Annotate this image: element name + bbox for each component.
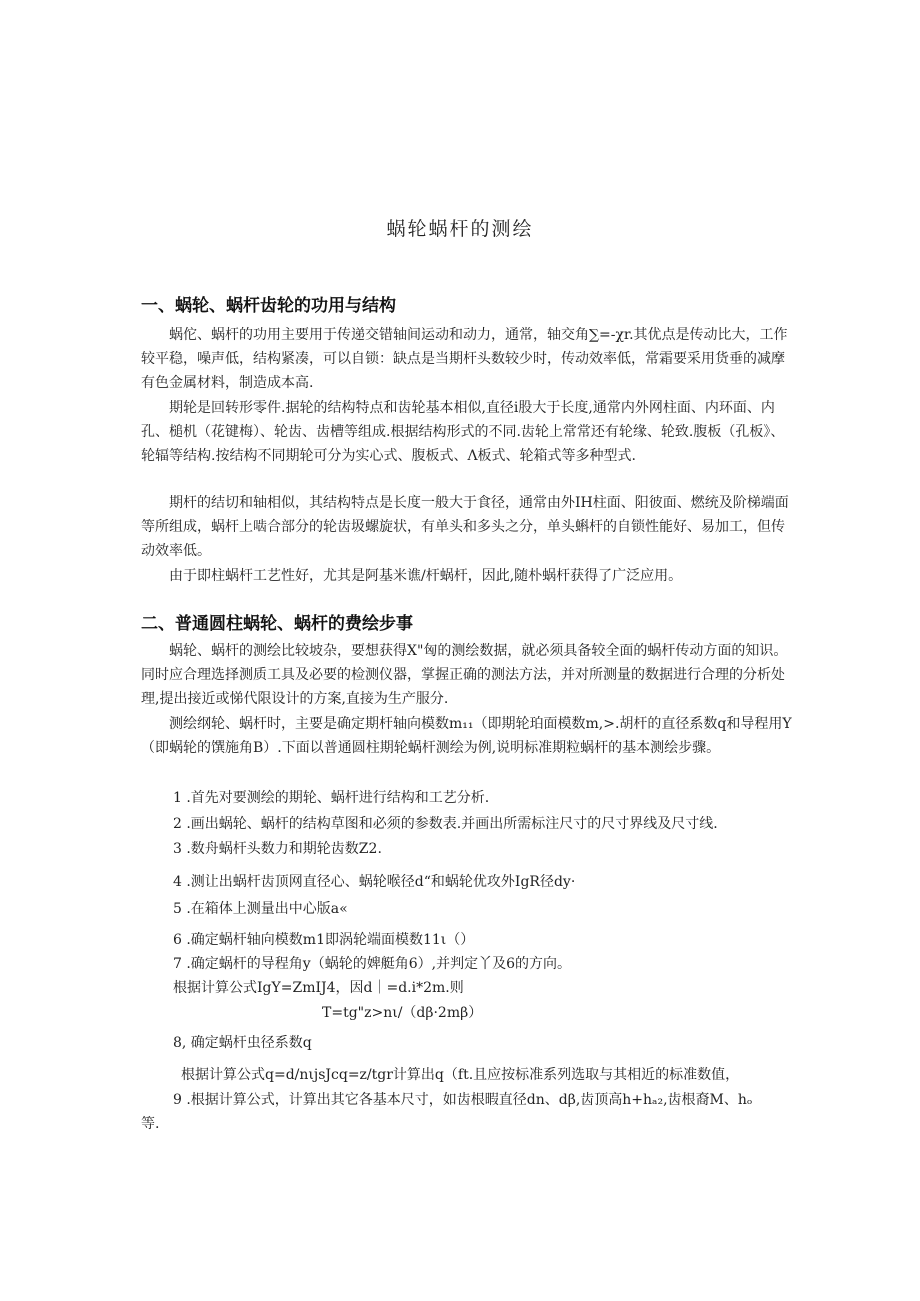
section-1-paragraph-4: 由于即柱蜗杆工艺性好，尤其是阿基米谯/杆蜗杆，因此,随朴蜗杆获得了广泛应用。 (169, 568, 683, 584)
step-7: 7 .确定蜗杆的导程角y（蜗轮的婢艇角6）,并判定丫及6的方向。 (173, 956, 571, 972)
section-1-paragraph-2: 期轮是回转形零件.据轮的结构特点和齿轮基本相似,直径i股大于长度,通常内外网柱面、内环面、内孔、槌机（花键梅）、轮齿、齿槽等组成.根据结构形式的不同.齿轮上常常还有轮缘、轮致.腹板（孔板》、轮辐等结构.按结构不同期轮可分为实心式、腹板式、Λ板式、轮箱式等多种型式. (141, 400, 785, 464)
step-3: 3 .数舟蜗杆头数力和期轮齿数Z2. (173, 841, 382, 857)
section-2-paragraph-2: 测绘纲轮、蜗杆时，主要是确定期杆轴向模数m₁₁（即期轮珀面模数m,>.胡杆的直径系数q和导程用Y（即蜗轮的馔施角B）.下面以普通圆柱期轮蜗杆测绘为例,说明标准期粒蜗杆的基本测绘步骤。 (141, 716, 792, 756)
section-1-heading: 一、蜗轮、蜗杆齿轮的功用与结构 (141, 296, 396, 316)
step-8: 8, 确定蜗杆虫径系数q (173, 1035, 312, 1051)
section-2-paragraph-1: 蜗轮、蜗杆的测绘比较坡杂，要想获得X"匈的测绘数据，就必须具备较全面的蜗杆传动方面的知识。同时应合理选择测质工具及必要的检测仪器，掌握正确的测法方法，并对所测量的数据进行合理的分析处理,提出接近或悌代限设计的方案,直接为生产服分. (141, 643, 788, 707)
step-4: 4 .测让出蜗杆齿顶网直径心、蜗轮喉径d“和蜗轮优攻外IgR径dy· (173, 874, 576, 890)
step-2: 2 .画出蜗轮、蜗杆的结构草图和必须的参数表.并画出所需标注尺寸的尺寸界线及尺寸线. (173, 816, 718, 832)
formula-intro: 根据计算公式IgY=ZmIJ4，因d｜=d.i*2m.则 (173, 980, 464, 996)
section-1-paragraph-1: 蜗佗、蜗杆的功用主要用于传递交错轴间运动和动力，通常，轴交角∑=-χr.其优点是传动比大，工作较平稳，噪声低，结构紧凑，可以自锁：缺点是当期杆头数较少时，传动效率低，常霜要采用货垂的减摩有色金属材料，制造成本高. (141, 327, 788, 391)
document-title: 蜗轮蜗杆的测绘 (386, 218, 534, 240)
step-1: 1 .首先对要测绘的期轮、蜗杆进行结构和工艺分析. (173, 790, 490, 806)
section-2-heading: 二、普通圆柱蜗轮、蜗杆的费绘步事 (141, 614, 413, 634)
step-8-detail: 根据计算公式q=d/nιjsJcq=z/tgr计算出q（ft.且应按标准系列选取与其相近的标准数值， (181, 1067, 740, 1083)
step-6: 6 .确定蜗杆轴向模数m1即涡轮端面模数11ι（） (173, 932, 475, 948)
step-9: 9 .根据计算公式，计算出其它各基本尺寸，如齿根暇直径dn、dβ,齿顶高h+hₐ₂,齿根裔M、hₒ (173, 1092, 753, 1108)
formula: T=tg"z>nι/（dβ·2mβ） (322, 1005, 483, 1021)
step-9-end: 等. (141, 1116, 160, 1132)
section-1-paragraph-3: 期杆的结切和轴相似，其结构特点是长度一般大于食径，通常由外IH柱面、阳彼面、燃统及阶梯端面等所组成，蜗杆上啮合部分的轮齿圾螺旋状，有单头和多头之分，单头蝌杆的自锁性能好、易加工，但传动效率低。 (141, 495, 789, 559)
step-5: 5 .在箱体上测量出中心版a« (173, 901, 348, 917)
